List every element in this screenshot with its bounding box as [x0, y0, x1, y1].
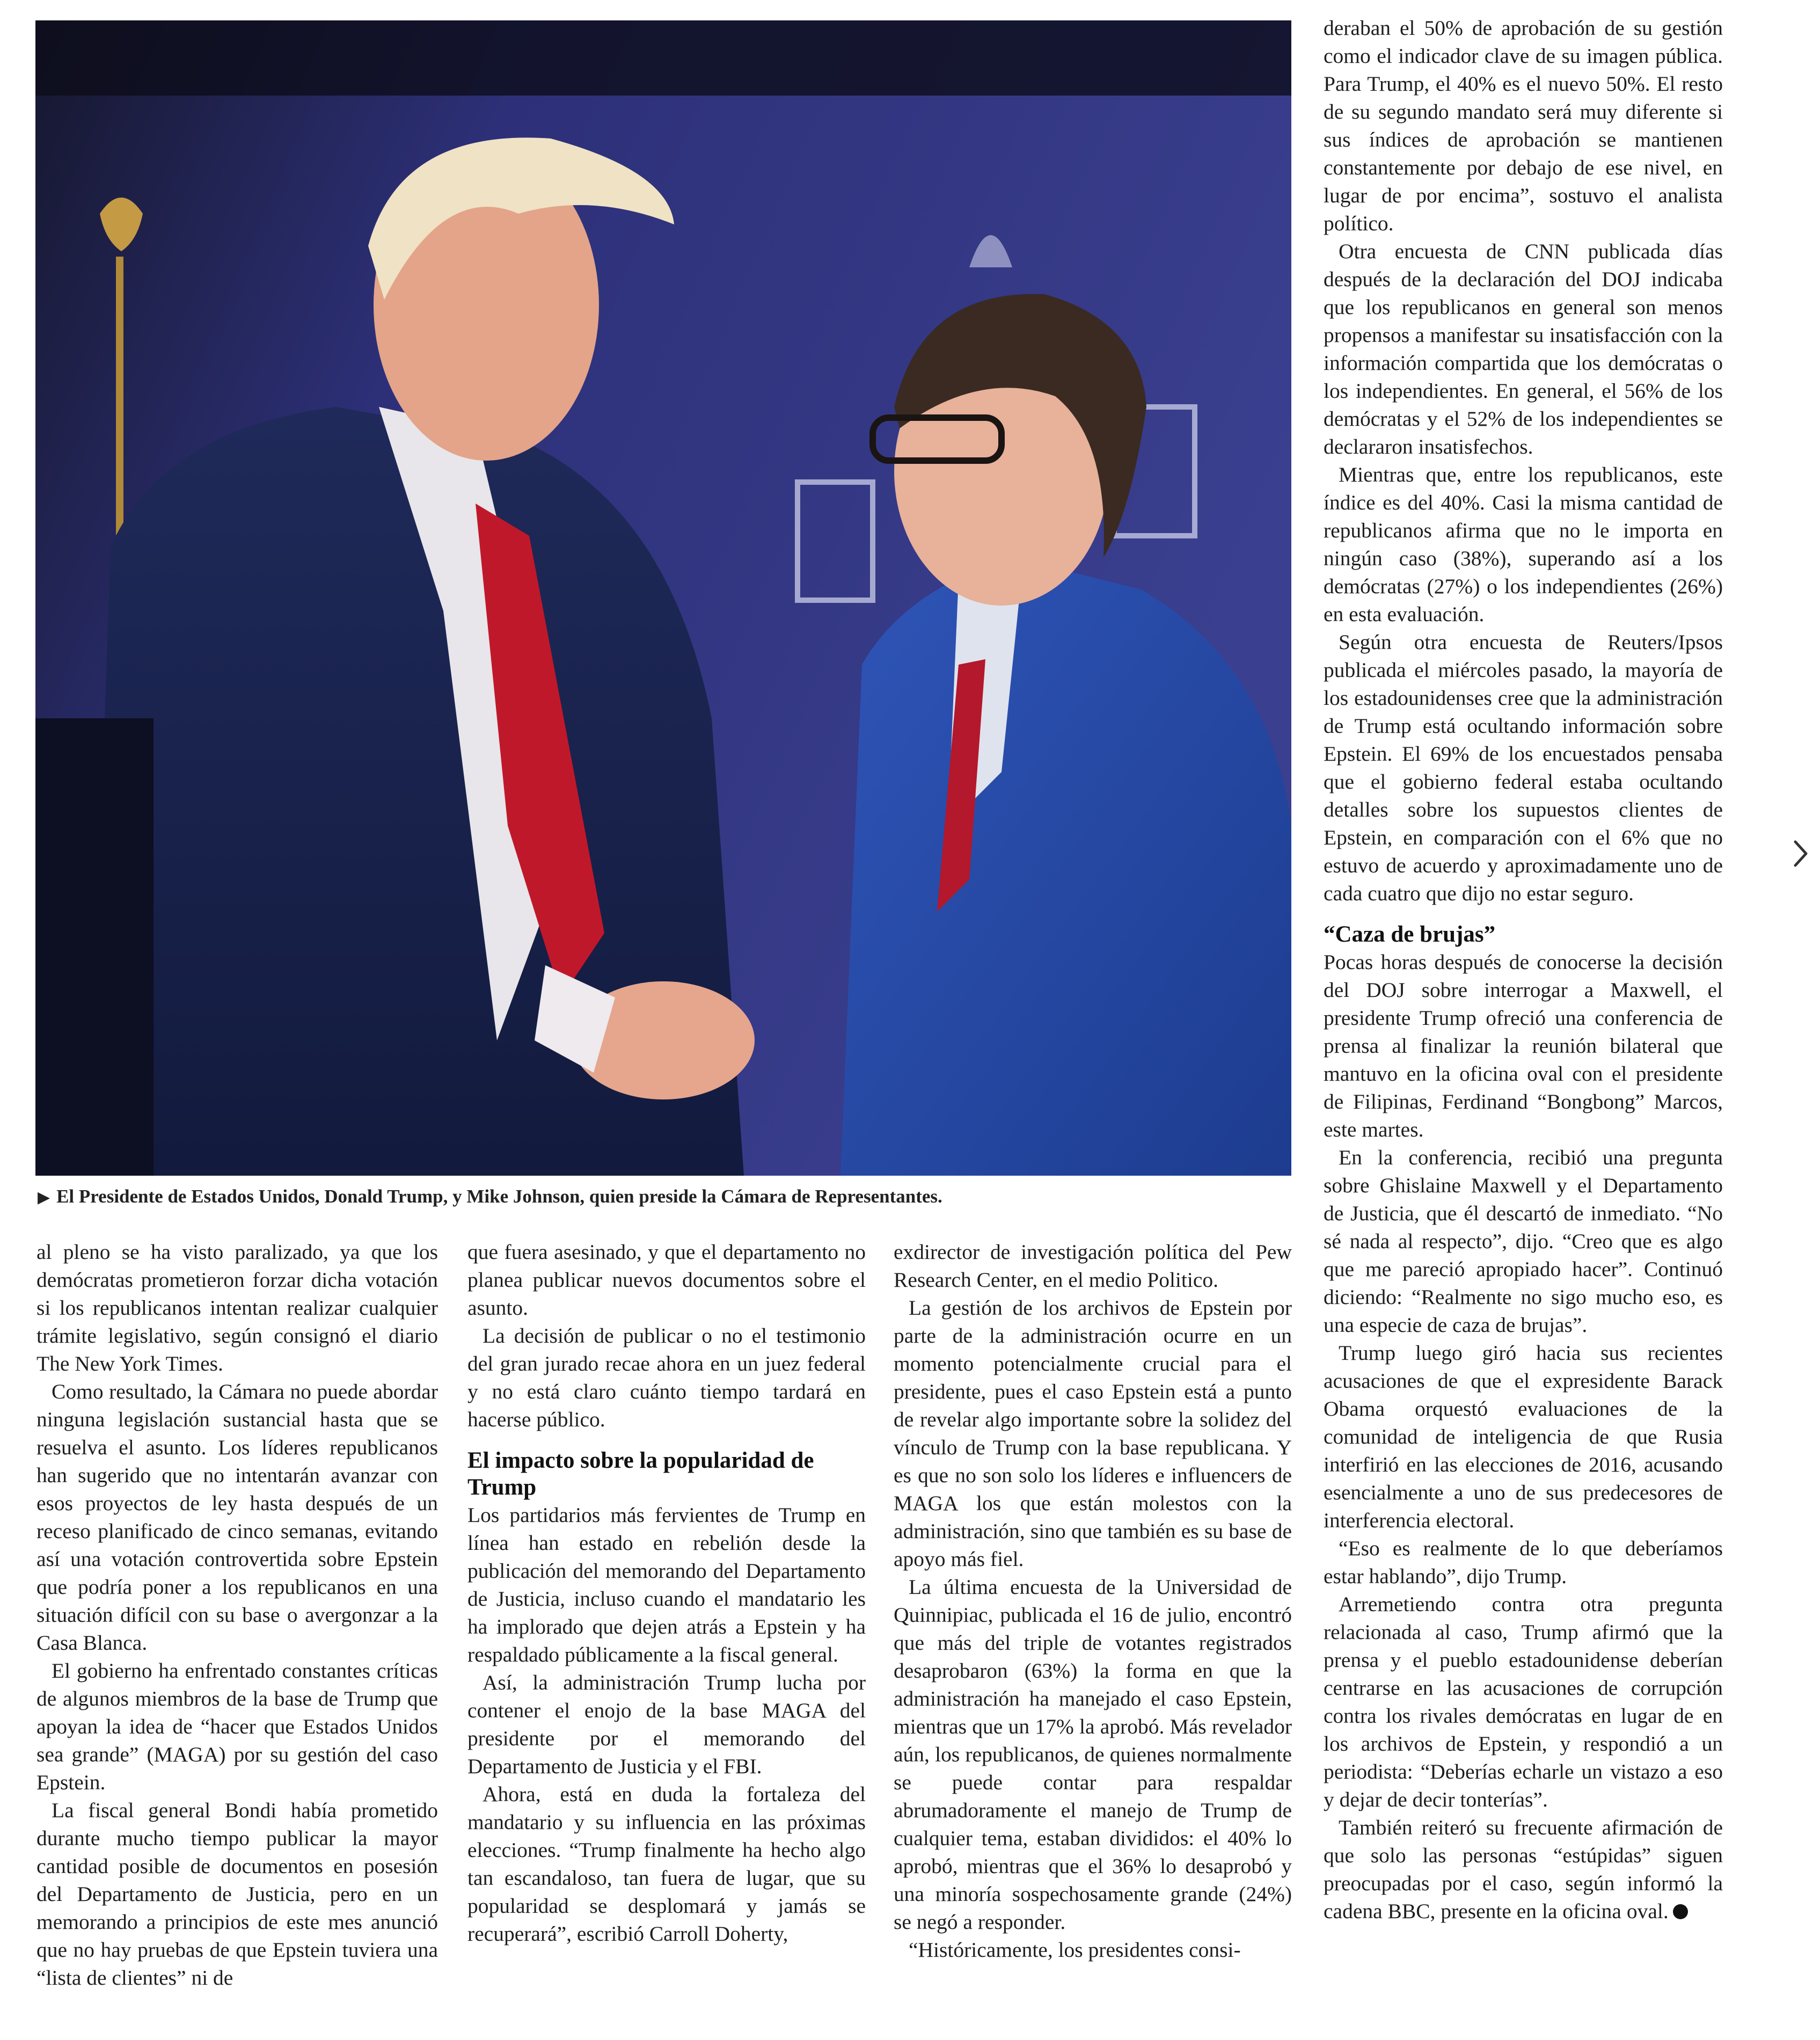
column-c — [894, 1238, 1292, 1964]
paragraph: “Históricamente, los presidentes consi- — [909, 1938, 1241, 1962]
paragraph: Mientras que, entre los republicanos, este índice es del 40%. Casi la misma cantidad de republicanos afirma que no le importa en ningún caso (38%), superando así a los demócratas (27%) o los independientes (26%) en esta evaluación. — [1324, 463, 1723, 626]
paragraph: La decisión de publicar o no el testimonio del gran jurado recae ahora en un juez federal y no está claro cuánto tiempo tardará en hacerse público. — [467, 1324, 866, 1431]
paragraph: La fiscal general Bondi había prometido durante mucho tiempo publicar la mayor cantidad posible de documentos en posesión del Departamento de Justicia, pero en un memorando a principios de este mes anunció que no hay pruebas de que Epstein tuviera una “lista de clientes” ni de — [36, 1798, 438, 1990]
paragraph: Trump luego giró hacia sus recientes acusaciones de que el expresidente Barack Obama orquestó evaluaciones de la comunidad de inteligencia de que Rusia interfirió en las elecciones de 2016, acusando esencialmente a uno de sus predecesores de interferencia electoral. — [1324, 1341, 1723, 1532]
chevron-right-icon — [1790, 837, 1811, 870]
paragraph: Arremetiendo contra otra pregunta relacionada al caso, Trump afirmó que la prensa y el pueblo estadounidense deberían centrarse en las acusaciones de corrupción contra los rivales demócratas en lugar de en los archivos de Epstein, y respondió a un periodista: “Deberías echarle un vistazo a eso y dejar de decir tonterías”. — [1324, 1592, 1723, 1811]
paragraph: Ahora, está en duda la fortaleza del mandatario y su influencia en las próximas elecciones. “Trump finalmente ha hecho algo tan escandaloso, tan fuera de lugar, que su popularidad se desplomará y jamás se recuperará”, escribió Carroll Doherty, — [467, 1782, 866, 1946]
paragraph: deraban el 50% de aprobación de su gestión como el indicador clave de su imagen pública. Para Trump, el 40% es el nuevo 50%. El resto de su segundo mandato será muy diferente si sus índices de aprobación se mantienen constantemente por debajo de ese nivel, en lugar de por encima”, sostuvo el analista político. — [1324, 16, 1723, 235]
article-photo — [35, 20, 1291, 1176]
paragraph: al pleno se ha visto paralizado, ya que los demócratas prometieron forzar dicha votación si los republicanos intentan realizar cualquier trámite legislativo, según consignó el diario The New York Times. — [36, 1240, 438, 1375]
triangle-right-icon: ▶ — [38, 1189, 50, 1206]
paragraph: que fuera asesinado, y que el departamento no planea publicar nuevos documentos sobre el asunto. — [467, 1240, 866, 1320]
caption-text: El Presidente de Estados Unidos, Donald Trump, y Mike Johnson, quien preside la Cámara de Representantes. — [56, 1186, 942, 1207]
paragraph: Así, la administración Trump lucha por contener el enojo de la base MAGA del presidente por el memorando del Departamento de Justicia y el FBI. — [467, 1671, 866, 1778]
photo-illustration — [35, 20, 1291, 1176]
column-b — [467, 1238, 866, 1948]
right-column — [1324, 14, 1723, 1925]
paragraph: Pocas horas después de conocerse la decisión del DOJ sobre interrogar a Maxwell, el presidente Trump ofreció una conferencia de prensa al finalizar la reunión bilateral que mantuvo en la oficina oval con el presidente de Filipinas, Ferdinand “Bongbong” Marcos, este martes. — [1324, 950, 1723, 1141]
paragraph: El gobierno ha enfrentado constantes críticas de algunos miembros de la base de Trump que apoyan la idea de “hacer que Estados Unidos sea grande” (MAGA) por su gestión del caso Epstein. — [36, 1659, 438, 1794]
photo-caption — [38, 1184, 1293, 1210]
paragraph: Los partidarios más fervientes de Trump en línea han estado en rebelión desde la publicación del memorando del Departamento de Justicia, incluso cuando el mandatario les ha implorado que dejen atrás a Epstein y ha respaldado públicamente a la fiscal general. — [467, 1503, 866, 1666]
filled-circle-icon — [1673, 1904, 1688, 1919]
next-page-button[interactable] — [1790, 837, 1811, 870]
paragraph: “Eso es realmente de lo que deberíamos estar hablando”, dijo Trump. — [1324, 1536, 1723, 1588]
paragraph: Como resultado, la Cámara no puede abordar ninguna legislación sustancial hasta que se resuelva el asunto. Los líderes republicanos han sugerido que no intentarán avanzar con esos proyectos de ley hasta después de un receso planificado de cinco semanas, evitando así una votación controvertida sobre Epstein que podría poner a los republicanos en una situación difícil con su base o avergonzar a la Casa Blanca. — [36, 1380, 438, 1655]
section-heading: El impacto sobre la popularidad de Trump — [467, 1448, 814, 1500]
column-a — [36, 1238, 438, 1992]
paragraph: Otra encuesta de CNN publicada días después de la declaración del DOJ indicaba que los republicanos en general son menos propensos a manifestar su insatisfacción con la información compartida que los demócratas o los independientes. En general, el 56% de los demócratas y el 52% de los independientes se declararon insatisfechos. — [1324, 239, 1723, 458]
paragraph: Según otra encuesta de Reuters/Ipsos publicada el miércoles pasado, la mayoría de los estadounidenses cree que la administración de Trump está ocultando información sobre Epstein. El 69% de los encuestados pensaba que el gobierno federal estaba ocultando detalles sobre los supuestos clientes de Epstein, en comparación con el 6% que no estuvo de acuerdo y aproximadamente uno de cada cuatro que dijo no estar seguro. — [1324, 630, 1723, 905]
paragraph: En la conferencia, recibió una pregunta sobre Ghislaine Maxwell y el Departamento de Justicia, que él descartó de inmediato. “No sé nada al respecto”, dijo. “Creo que es algo que me pareció apropiado hacer”. Continuó diciendo: “Realmente no sigo mucho eso, es una especie de caza de brujas”. — [1324, 1146, 1723, 1337]
paragraph-last — [1324, 1813, 1723, 1925]
paragraph: La gestión de los archivos de Epstein por parte de la administración ocurre en un momento potencialmente crucial para el presidente, pues el caso Epstein está a punto de revelar algo importante sobre la solidez del vínculo de Trump con la base republicana. Y es que no son solo los líderes e influencers de MAGA los que están molestos con la administración, sino que también es su base de apoyo más fiel. — [894, 1296, 1292, 1571]
section-heading: “Caza de brujas” — [1324, 922, 1496, 947]
paragraph: La última encuesta de la Universidad de Quinnipiac, publicada el 16 de julio, encontró que más del triple de votantes registrados desaprobaron (63%) la forma en que la administración ha manejado el caso Epstein, mientras que un 17% la aprobó. Más revelador aún, los republicanos, de quienes normalmente se puede contar para respaldar abrumadoramente el manejo de Trump de cualquier tema, estaban divididos: el 40% lo aprobó, mientras que el 36% lo desaprobó y una minoría sospechosamente grande (24%) se negó a responder. — [894, 1575, 1292, 1934]
paragraph: exdirector de investigación política del Pew Research Center, en el medio Politico. — [894, 1240, 1292, 1292]
paragraph-text: También reiteró su frecuente afirmación de que solo las personas “estúpidas” siguen preocupadas por el caso, según informó la cadena BBC, presente en la oficina oval. — [1324, 1816, 1723, 1923]
